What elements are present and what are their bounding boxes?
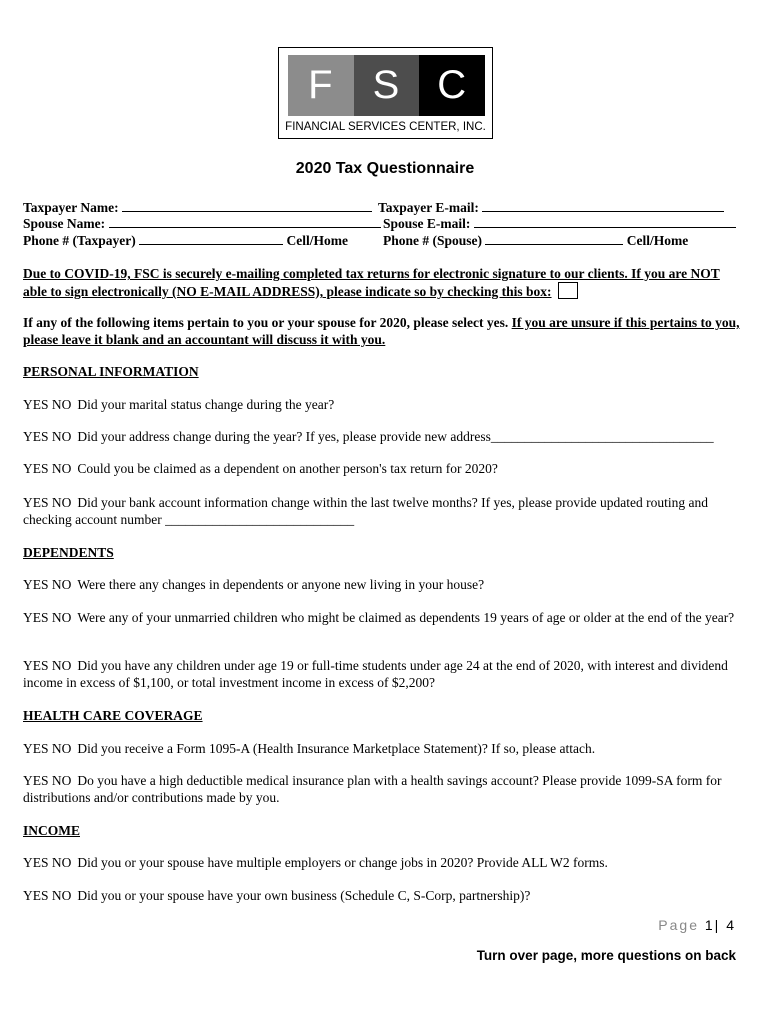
instructions-underlined: If you are unsure if this pertains to you, please leave it blank and an accountant will discuss it with you. [23,315,740,347]
question-3-text: Could you be claimed as a dependent on another person's tax return for 2020? [77,461,498,476]
question-7[interactable] [23,657,743,691]
taxpayer-name-label: Taxpayer Name: [23,200,119,215]
question-1[interactable] [23,396,743,413]
yes-no-options[interactable]: YES NO [23,610,72,625]
yes-no-options[interactable]: YES NO [23,577,72,592]
instructions [23,314,743,348]
section-dependents: DEPENDENTS [23,545,114,560]
question-3[interactable] [23,460,743,477]
question-5[interactable] [23,576,743,593]
covid-notice [23,265,743,300]
section-personal-information: PERSONAL INFORMATION [23,364,199,379]
question-7-text: Did you have any children under age 19 or full-time students under age 24 at the end of 2020, with interest and dividend income in excess of $1,100, or total investment income in excess of $2,200? [23,658,728,690]
spouse-email-field[interactable] [383,215,736,232]
phone-taxpayer-label: Phone # (Taxpayer) [23,233,136,248]
question-8-text: Did you receive a Form 1095-A (Health Insurance Marketplace Statement)? If so, please attach. [77,741,596,756]
spouse-email-line[interactable] [474,215,736,228]
taxpayer-name-line[interactable] [122,199,372,212]
question-10-text: Did you or your spouse have multiple employers or change jobs in 2020? Provide ALL W2 forms. [77,855,608,870]
section-income: INCOME [23,823,80,838]
yes-no-options[interactable]: YES NO [23,397,72,412]
spouse-email-label: Spouse E-mail: [383,216,471,231]
spouse-name-label: Spouse Name: [23,216,106,231]
phone-spouse-label: Phone # (Spouse) [383,233,483,248]
logo-letter-c: C [419,55,485,116]
phone-spouse-field[interactable] [383,232,688,249]
question-2[interactable] [23,428,743,445]
question-11[interactable] [23,887,743,904]
yes-no-options[interactable]: YES NO [23,773,72,788]
turn-over-note: Turn over page, more questions on back [476,948,736,963]
question-6-text: Were any of your unmarried children who might be claimed as dependents 19 years of age or older at the end of the year? [77,610,735,625]
yes-no-options[interactable]: YES NO [23,461,72,476]
spouse-name-field[interactable] [23,215,381,232]
phone-taxpayer-field[interactable] [23,232,348,249]
no-email-checkbox[interactable] [558,282,578,299]
phone-spouse-line[interactable] [485,232,623,245]
logo-letter-s: S [354,55,420,116]
question-5-text: Were there any changes in dependents or anyone new living in your house? [77,577,485,592]
yes-no-options[interactable]: YES NO [23,495,72,510]
page-current: 1 [704,917,715,933]
spouse-name-line[interactable] [109,215,381,228]
company-logo [278,47,493,139]
question-9-text: Do you have a high deductible medical insurance plan with a health savings account? Please provide 1099-SA form for distributions and/or contributions made by you. [23,773,722,805]
section-health-care-coverage: HEALTH CARE COVERAGE [23,708,203,723]
yes-no-options[interactable]: YES NO [23,855,72,870]
taxpayer-email-line[interactable] [482,199,724,212]
question-4[interactable] [23,494,743,528]
yes-no-options[interactable]: YES NO [23,658,72,673]
question-11-text: Did you or your spouse have your own business (Schedule C, S-Corp, partnership)? [77,888,531,903]
page-number: Page 1| 4 [658,917,736,933]
cell-home-label-2: Cell/Home [626,233,689,248]
page-total: 4 [726,917,736,933]
taxpayer-email-label: Taxpayer E-mail: [378,200,479,215]
question-10[interactable] [23,854,743,871]
phone-taxpayer-line[interactable] [139,232,283,245]
page-label: Page [658,917,699,933]
yes-no-options[interactable]: YES NO [23,888,72,903]
question-6[interactable] [23,609,743,626]
covid-notice-text: Due to COVID-19, FSC is securely e-mailing completed tax returns for electronic signature to our clients. If you are NOT able to sign electronically (NO E-MAIL ADDRESS), please indicate so by checking this box: [23,266,720,299]
question-4-text: Did your bank account information change within the last twelve months? If yes, please provide updated routing and checking account number ____________________________ [23,495,708,527]
instructions-plain: If any of the following items pertain to you or your spouse for 2020, please select yes. [23,315,509,330]
taxpayer-name-field[interactable] [23,199,372,216]
page-title: 2020 Tax Questionnaire [295,160,475,177]
question-8[interactable] [23,740,743,757]
logo-letter-f: F [288,55,354,116]
question-1-text: Did your marital status change during the year? [77,397,335,412]
yes-no-options[interactable]: YES NO [23,429,72,444]
question-2-text: Did your address change during the year? If yes, please provide new address_________________________________ [77,429,714,444]
question-9[interactable] [23,772,743,806]
yes-no-options[interactable]: YES NO [23,741,72,756]
logo-tagline: FINANCIAL SERVICES CENTER, INC. [285,121,486,133]
taxpayer-email-field[interactable] [378,199,724,216]
cell-home-label-1: Cell/Home [286,233,348,248]
